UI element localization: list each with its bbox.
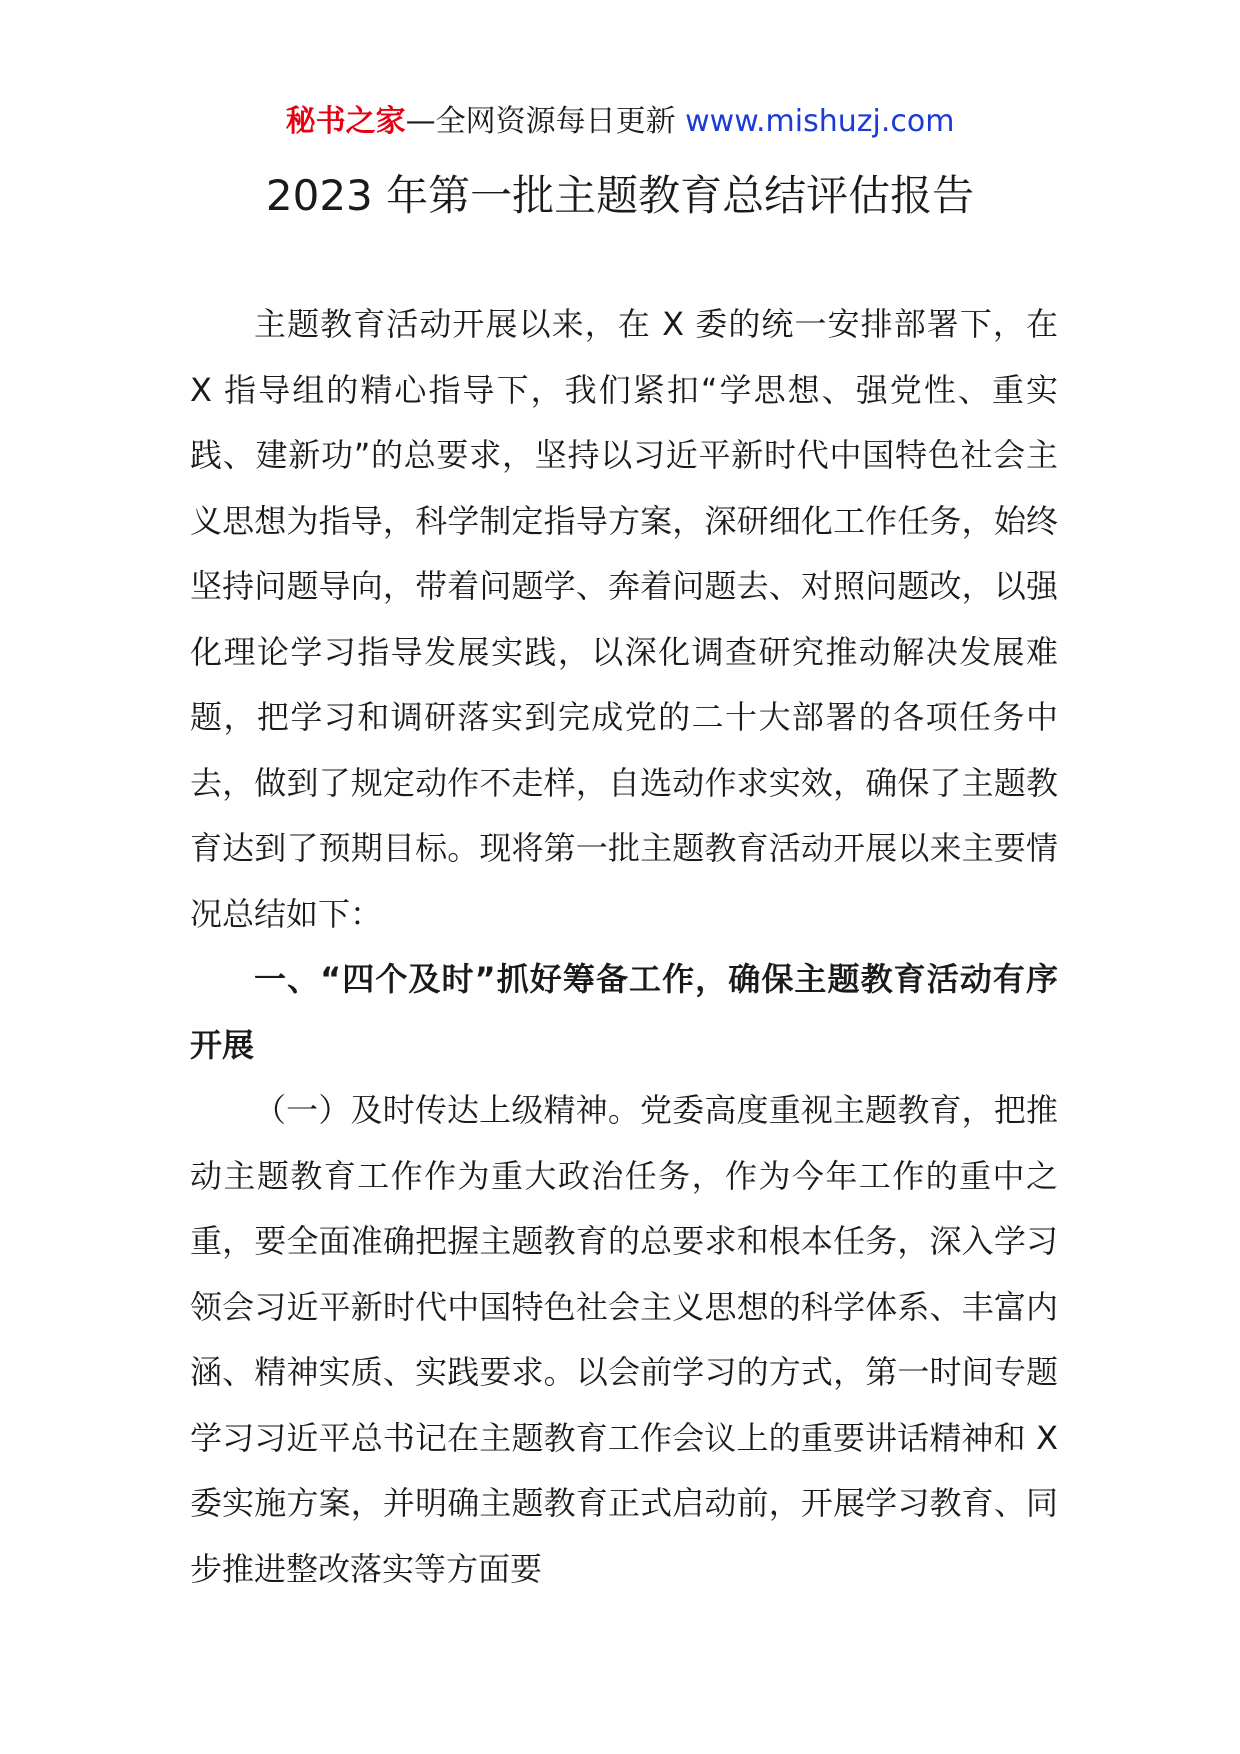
site-header — [0, 102, 1240, 142]
document-title: 2023 年第一批主题教育总结评估报告 — [265, 171, 975, 220]
paragraph-subsection-1: （一）及时传达上级精神。党委高度重视主题教育，把推动主题教育工作作为重大政治任务，作为今年工作的重中之重，要全面准确把握主题教育的总要求和根本任务，深入学习领会习近平新时代中国特色社会主义思想的科学体系、丰富内涵、精神实质、实践要求。以会前学习的方式，第一时间专题学习习近平总书记在主题教育工作会议上的重要讲话精神和 X 委实施方案，并明确主题教育正式启动前，开展学习教育、同步推进整改落实等方面要 — [190, 1091, 1058, 1588]
site-url[interactable]: www.mishuzj.com — [685, 104, 955, 139]
section-heading-1: 一、“四个及时”抓好筹备工作，确保主题教育活动有序开展 — [190, 960, 1058, 1064]
site-tagline: —全网资源每日更新 — [405, 104, 686, 139]
paragraph-intro: 主题教育活动开展以来，在 X 委的统一安排部署下，在 X 指导组的精心指导下，我们紧扣“学思想、强党性、重实践、建新功”的总要求，坚持以习近平新时代中国特色社会主义思想为指导，科学制定指导方案，深研细化工作任务，始终坚持问题导向，带着问题学、奔着问题去、对照问题改，以强化理论学习指导发展实践，以深化调查研究推动解决发展难题，把学习和调研落实到完成党的二十大部署的各项任务中去，做到了规定动作不走样，自选动作求实效，确保了主题教育达到了预期目标。现将第一批主题教育活动开展以来主要情况总结如下： — [190, 305, 1058, 933]
document-body — [190, 292, 1058, 1602]
site-brand: 秘书之家 — [285, 104, 406, 139]
